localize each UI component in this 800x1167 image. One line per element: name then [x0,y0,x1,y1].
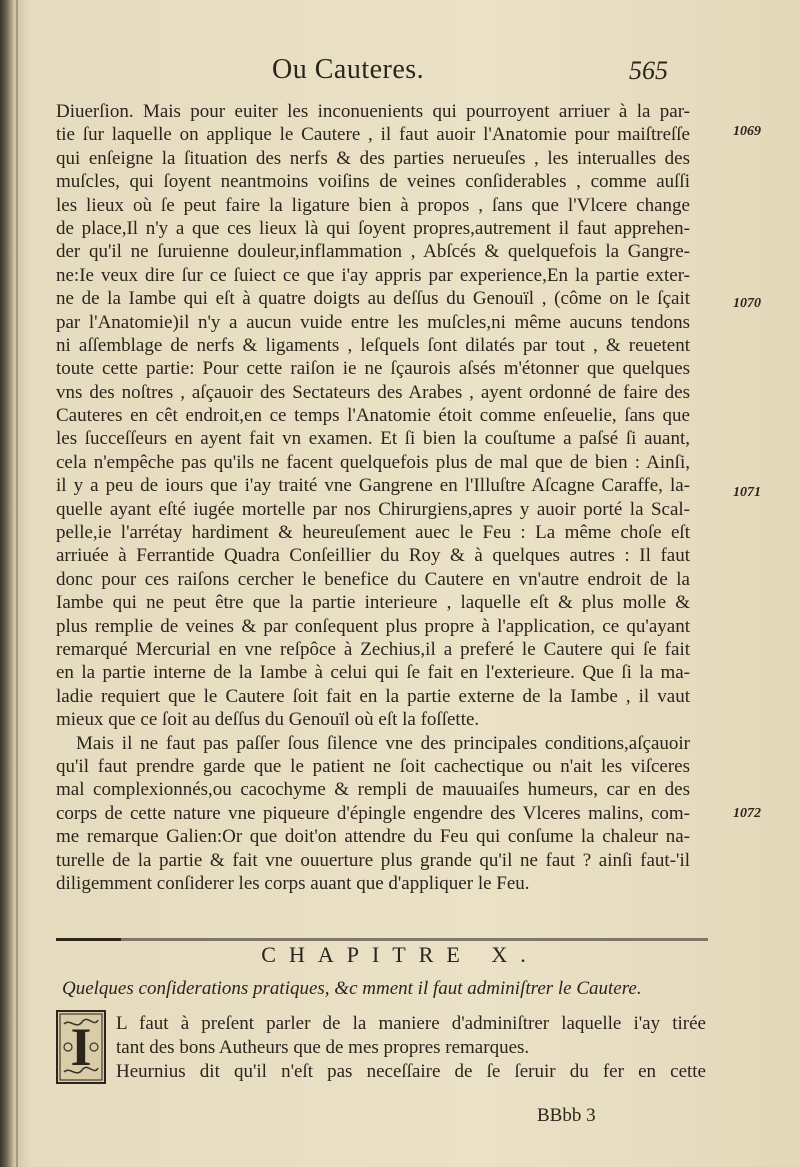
chapter-text [116,1012,706,1084]
text-line: en la partie interne de la Iambe à celui qui ſe fait en l'exterieure. Que ſi la ma- [56,662,690,684]
text-line: ne de la Iambe qui eſt à quatre doigts au deſſus du Genouïl , (côme on le ſçait [56,288,690,310]
text-line: par l'Anatomie)il n'y a aucun vuide entre les muſcles,ni même aucuns tendons [56,311,690,333]
text-line: ne:Ie veux dire ſur ce ſuiect ce que i'ay appris par experience,En la partie exter- [56,264,690,286]
signature-mark: BBbb 3 [537,1105,596,1126]
text-line: il y a peu de iours que i'ay traité vne Gangrene en l'Illuſtre Aſcagne Caraffe, la- [56,475,690,497]
margin-note: 1071 [733,485,761,500]
text-line: ladie requiert que le Cautere ſoit fait en la partie externe de la Iambe , il vaut [56,685,690,707]
text-line: Diuerſion. Mais pour euiter les inconuenients qui pourroyent arriuer à la par- [56,101,690,122]
text-line: ni aſſemblage de nerfs & ligaments , leſquels ſont dilatés par tout , & reuetent [56,334,690,356]
text-line: der qu'il ne ſuruienne douleur,inflammation , Abſcés & quelquefois la Gangre- [56,241,690,263]
text-line: plus remplie de veines & par conſequent plus propre à l'application, ce qu'ayant [56,615,690,637]
text-line: cela n'empêche pas qu'ils ne facent quelquefois plus de mal que de bien : Ainſi, [56,451,690,473]
text-line: turelle de la partie & fait vne ouuerture plus grande qu'il ne faut ? ainſi faut-'il [56,849,690,871]
text-line: me remarque Galien:Or que doit'on attendre du Feu qui conſume la chaleur na- [56,826,690,848]
text-line: Mais il ne faut pas paſſer ſous ſilence vne des principales conditions,aſçauoir [76,732,690,754]
section-rule [56,938,708,941]
running-head: Ou Cauteres. [272,54,425,85]
text-line: de place,Il n'y a que ces lieux là qui ſoyent propres,autrement il faut apprehen- [56,217,690,239]
dropcap-letter: I [70,1017,92,1077]
text-line: les ſucceſſeurs en ayent fait vn examen. Et ſi bien la couſtume a paſsé ſi auant, [56,428,690,450]
text-line: Iambe qui ne peut être que la partie interieure , laquelle eſt & plus molle & [56,592,690,614]
text-line: L faut à preſent parler de la maniere d'adminiſtrer laquelle i'ay tirée [116,1013,706,1034]
text-line: quelle ayant eſté iugée mortelle par nos Chirurgiens,apres y auoir porté la Scal- [56,498,690,520]
page-header [0,52,800,96]
text-line: pelle,ie l'arrétay hardiment & heureuſement auec le Feu : La même choſe eſt [56,522,690,544]
text-line: mieux que ce ſoit au deſſus du Genouïl où eſt la foſſette. [56,709,480,731]
text-line: vns des noſtres , aſçauoir des Sectateurs des Arabes , ayent ordonné de faire des [56,381,690,403]
text-line: tie ſur laquelle on applique le Cautere , il faut auoir l'Anatomie pour maiſtreſſe [56,124,690,146]
text-line: tant des bons Autheurs que de mes propres remarques. [116,1037,530,1058]
margin-note: 1069 [733,124,761,139]
chapter-heading: CHAPITRE X. [261,942,539,967]
ornamental-initial [56,1010,106,1084]
text-line: corps de cette nature vne piqueure d'épingle engendre des Vlceres malins, com- [56,802,690,824]
text-line: remarqué Mercurial en vne reſpôce à Zechius,il a preferé le Cautere qui ſe fait [56,638,690,660]
text-line: diligemment conſiderer les corps auant que d'appliquer le Feu. [56,872,530,894]
text-line: qu'il faut prendre garde que le patient ne ſoit cachectique ou n'ait les viſceres [56,755,690,777]
text-line: mal complexionnés,ou cacochyme & rempli de mauuaiſes humeurs, car en des [56,779,690,801]
chapter-subtitle: Quelques conſiderations pratiques, &c mment il faut adminiſtrer le Cautere. [62,978,642,999]
text-line: qui enſeigne la ſituation des nerfs & des parties nerueuſes , les interualles des [56,147,690,169]
text-line: toute cette partie: Pour cette raiſon ie ne ſçaurois aſsés m'étonner que quelques [56,358,690,380]
margin-note: 1070 [733,296,761,311]
text-line: donc pour ces raiſons cercher le benefice du Cautere en vn'autre endroit de la [56,568,690,590]
text-line: Heurnius dit qu'il n'eſt pas neceſſaire de ſe ſeruir du fer en cette [116,1061,706,1082]
text-line: les lieux où ſe peut faire la ligature bien à propos , ſans que l'Vlcere change [56,194,690,216]
text-line: arriuée à Ferrantide Quadra Conſeillier du Roy & à quelques autres : Il faut [56,545,690,567]
binding-gutter [16,0,18,1167]
text-line: Cauteres en cêt endroit,en ce temps l'Anatomie étoit comme enſeuelie, ſans que [56,405,690,427]
margin-note: 1072 [733,806,761,821]
page-number: 565 [629,56,668,85]
body-text [56,100,690,895]
text-line: muſcles, qui ſoyent neantmoins voiſins de veines conſiderables , comme auſſi [56,171,690,193]
